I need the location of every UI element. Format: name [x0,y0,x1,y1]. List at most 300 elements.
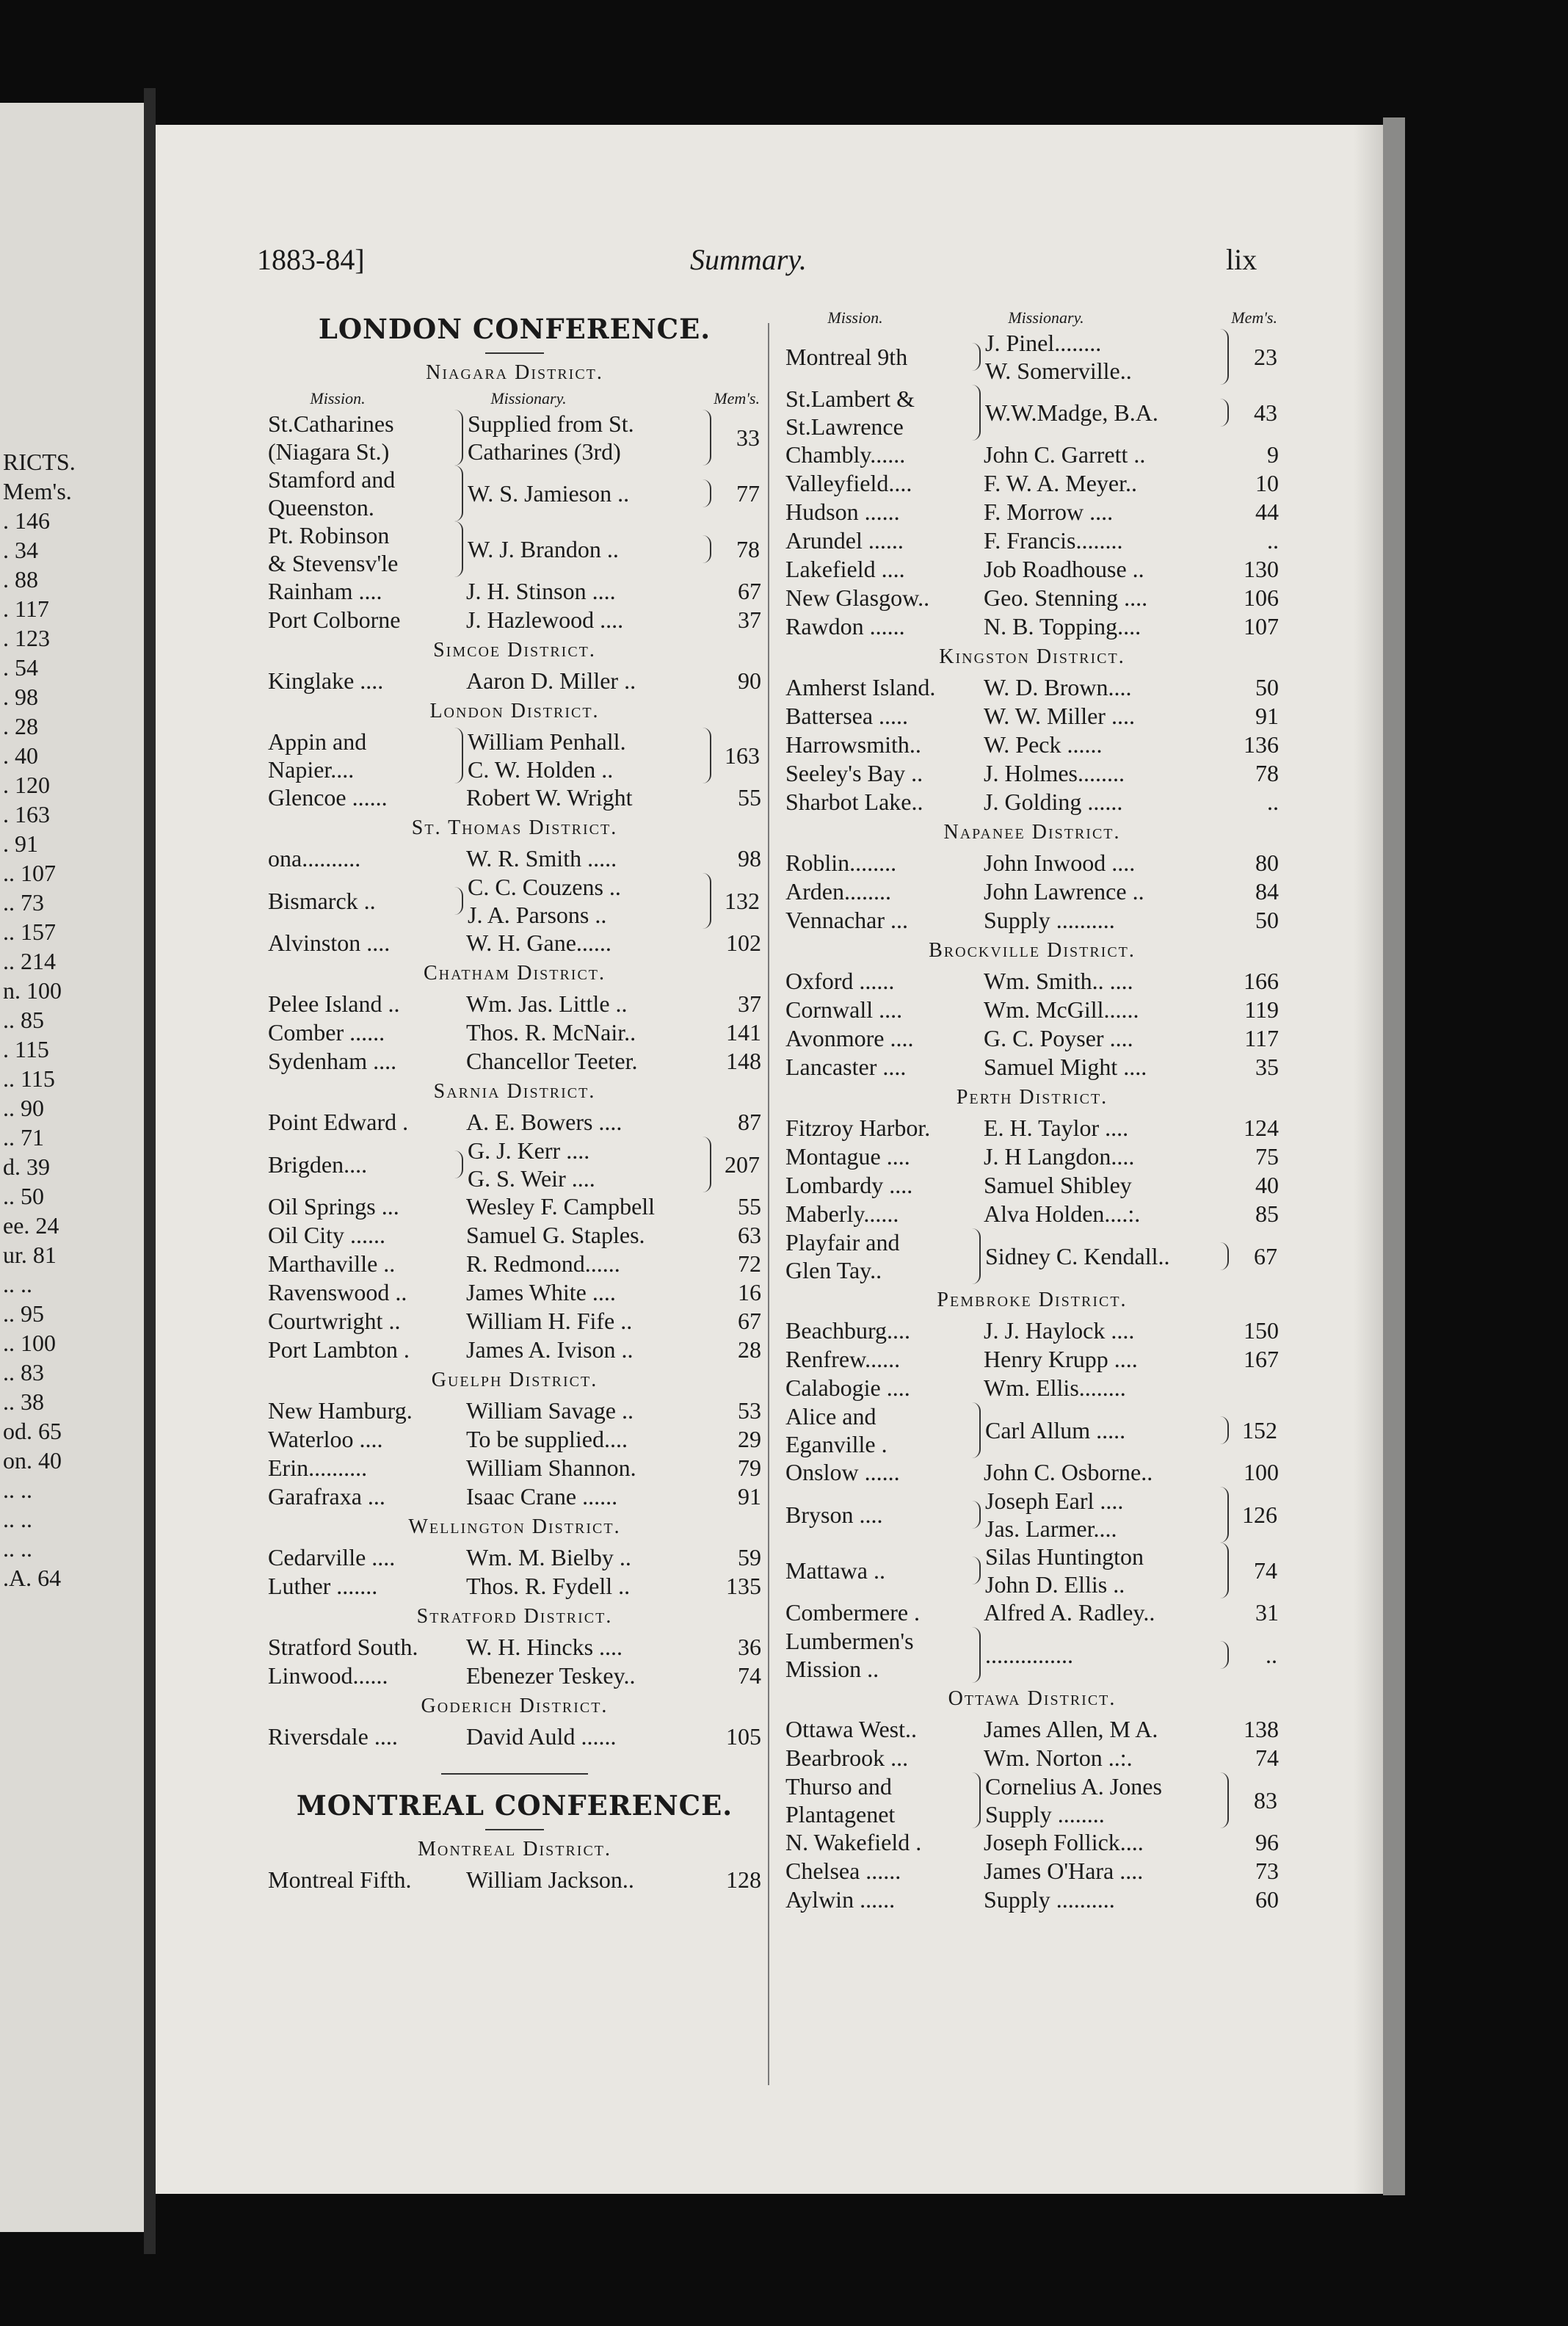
missionary-name [984,967,1235,996]
missionary-line: Thos. R. Fydell .. [466,1573,631,1599]
missionary-line: Catharines (3rd) [468,438,621,465]
members-count: 100 [1244,1459,1279,1485]
prev-page-fragment: . 146 [3,507,50,534]
prev-page-fragment: .. .. [3,1535,32,1562]
missionary-line: Supply .......... [984,1886,1115,1913]
members-count: 138 [1244,1716,1279,1742]
table-row [785,526,1279,555]
conference-title-london: LONDON CONFERENCE. [318,313,711,345]
missionary-name [466,667,717,695]
missionary-line: Isaac Crane ...... [466,1483,618,1510]
table-row [785,996,1279,1024]
prev-page-fragment: .. 90 [3,1095,44,1121]
members-count: 36 [738,1634,761,1660]
members-count: .. [1266,1641,1277,1668]
missionary-name [466,1482,717,1511]
table-row [268,1866,761,1894]
members-count: 79 [738,1454,761,1481]
missionary-name [984,498,1235,526]
table-row [268,873,761,929]
prev-page-fragment: .A. 64 [3,1565,62,1591]
table-row [268,1722,761,1751]
missionary-name [984,469,1235,498]
missionary-line: J. Holmes........ [984,760,1125,786]
members-count: .. [1267,527,1279,554]
missionary-name [984,702,1235,731]
mission-line: Avonmore .... [785,1025,914,1051]
missionary-line: William Savage .. [466,1397,634,1424]
header-mems: Mem's. [714,389,760,407]
prev-page-fragment: od. 65 [3,1418,62,1444]
district-name: Goderich District. [421,1695,609,1717]
mission-name [785,1715,984,1744]
table-row [268,1278,761,1307]
table-row [268,1572,761,1601]
missionary-name [984,1171,1235,1200]
mission-name [785,1458,984,1487]
missionary-name [984,1744,1235,1772]
members-count: 67 [1254,1242,1277,1269]
missionary-line: J. Golding ...... [984,789,1123,815]
missionary-name [468,1137,711,1192]
missionary-name [466,606,717,634]
prev-page-fragment: .. 214 [3,948,56,974]
members-count: 85 [1255,1200,1279,1227]
mission-name [268,465,463,521]
missionary-name [984,1715,1235,1744]
district-name: Guelph District. [431,1369,598,1391]
mission-name [268,577,466,606]
mission-line: Courtwright .. [268,1308,401,1334]
members-count: 50 [1255,674,1279,700]
missionary-line: Wm. McGill...... [984,996,1139,1023]
prev-page-fragment: Mem's. [3,478,72,504]
prev-page-fragment: RICTS. [3,449,76,475]
missionary-name [466,577,717,606]
missionary-line: William Shannon. [466,1454,636,1481]
mission-line: Amherst Island. [785,674,936,700]
missionary-line: Carl Allum ..... [985,1417,1126,1443]
table-row [268,1454,761,1482]
members-count: 91 [1255,703,1279,729]
mission-line: Onslow ...... [785,1459,900,1485]
prev-page-fragment: . 115 [3,1036,49,1062]
mission-name [785,1024,984,1053]
table-row [785,1715,1279,1744]
missionary-line: Henry Krupp .... [984,1346,1138,1372]
members-count: .. [1267,789,1279,815]
missionary-name [466,1662,717,1690]
mission-line: (Niagara St.) [268,438,390,465]
missionary-name [468,873,711,929]
missionary-name [984,584,1235,612]
missionary-name [984,612,1235,641]
members-count: 166 [1244,968,1279,994]
members-count: 37 [738,990,761,1017]
missionary-line: John Lawrence .. [984,878,1144,905]
mission-line: Vennachar ... [785,907,909,933]
members-count: 128 [726,1866,761,1893]
members-count: 106 [1244,584,1279,611]
missionary-line: John C. Osborne.. [984,1459,1153,1485]
table-row [785,1828,1279,1857]
mission-line: Erin.......... [268,1454,368,1481]
prev-page-fragment: . 28 [3,713,38,739]
missionary-name [468,410,711,465]
mission-name [268,1108,466,1137]
members-count: 107 [1244,613,1279,640]
mission-line: Arundel ...... [785,527,904,554]
missionary-line: Ebenezer Teskey.. [466,1662,636,1689]
missionary-name [466,1108,717,1137]
mission-line: Bismarck .. [268,888,376,914]
members-count: 80 [1255,849,1279,876]
missionary-line: David Auld ...... [466,1723,617,1750]
missionary-name [984,555,1235,584]
missionary-line: W. Peck ...... [984,731,1103,758]
mission-line: Playfair and [785,1229,900,1256]
missionary-line: Silas Huntington [985,1543,1144,1570]
missionary-name [984,759,1235,788]
missionary-name [466,1425,717,1454]
mission-name [785,584,984,612]
district-name: Simcoe District. [433,639,596,662]
missionary-name [468,479,711,507]
table-row [785,1543,1279,1598]
conference-title-montreal: MONTREAL CONFERENCE. [296,1789,733,1822]
members-count: 74 [1254,1557,1277,1584]
mission-line: Maberly...... [785,1200,899,1227]
mission-name [785,1501,981,1529]
table-row [268,1221,761,1250]
members-count: 124 [1244,1115,1279,1141]
missionary-line: J. H Langdon.... [984,1143,1135,1170]
mission-line: Glencoe ...... [268,784,388,811]
table-row [785,329,1279,385]
missionary-line: R. Redmond...... [466,1250,620,1277]
table-row [268,1662,761,1690]
mission-name [785,1200,984,1228]
mission-name [785,996,984,1024]
mission-line: Pt. Robinson [268,522,390,548]
missionary-line: E. H. Taylor .... [984,1115,1129,1141]
missionary-name [984,1598,1235,1627]
prev-page-fragment: n. 100 [3,977,62,1004]
mission-name [268,1018,466,1047]
members-count: 132 [725,887,760,914]
missionary-name [985,1641,1229,1669]
table-row [785,1053,1279,1082]
header-mission: Mission. [827,308,883,327]
header-missionary: Missionary. [490,389,567,407]
missionary-line: W. H. Hincks .... [466,1634,623,1660]
table-row [268,728,761,783]
mission-name [268,887,463,915]
table-row [268,1396,761,1425]
members-count: 126 [1242,1501,1277,1528]
missionary-name [466,1336,717,1364]
missionary-line: Supply .......... [984,907,1115,933]
table-row [785,1228,1279,1284]
mission-line: Brigden.... [268,1151,368,1178]
mission-name [268,1047,466,1076]
table-row [785,385,1279,441]
missionary-line: J. H. Stinson .... [466,578,616,604]
prev-page-fragment: .. .. [3,1477,32,1503]
missionary-line: N. B. Topping.... [984,613,1141,640]
missionary-name [466,844,717,873]
mission-name [785,498,984,526]
missionary-name [984,673,1235,702]
table-row [268,577,761,606]
district-name: Sarnia District. [433,1080,596,1103]
prev-page-fragment: .. 71 [3,1124,44,1151]
prev-page-fragment: . 54 [3,654,38,681]
mission-line: Lakefield .... [785,556,905,582]
table-row [268,1482,761,1511]
mission-name [785,1114,984,1142]
members-count: 23 [1254,343,1277,370]
members-count: 119 [1244,996,1279,1023]
missionary-line: W. D. Brown.... [984,674,1132,700]
district-name: Chatham District. [423,962,606,985]
table-row [268,1250,761,1278]
missionary-name [466,1192,717,1221]
mission-line: Queenston. [268,494,374,521]
mission-name [268,1307,466,1336]
mission-name [785,469,984,498]
district-name: Niagara District. [426,361,603,384]
missionary-line: W. S. Jamieson .. [468,480,630,507]
mission-line: Port Colborne [268,606,401,633]
missionary-line: G. C. Poyser .... [984,1025,1133,1051]
members-count: 72 [738,1250,761,1277]
table-row [785,788,1279,816]
missionary-line: To be supplied.... [466,1426,628,1452]
mission-name [268,1543,466,1572]
missionary-name [984,788,1235,816]
mission-line: Cornwall .... [785,996,903,1023]
missionary-name [985,1487,1229,1543]
mission-line: St.Lambert & [785,385,915,412]
mission-name [268,1722,466,1751]
mission-name [268,1454,466,1482]
missionary-line: W. H. Gane...... [466,930,611,956]
missionary-name [985,1543,1229,1598]
missionary-name [984,441,1235,469]
missionary-line: Wm. Smith.. .... [984,968,1133,994]
mission-line: Ravenswood .. [268,1279,407,1305]
right-column [785,308,1279,1914]
table-row [268,1018,761,1047]
mission-line: Montreal 9th [785,344,908,370]
mission-name [785,673,984,702]
table-row [268,667,761,695]
prev-page-fragment: .. 95 [3,1300,44,1327]
members-count: 37 [738,606,761,633]
missionary-line: James Allen, M A. [984,1716,1158,1742]
mission-name [268,929,466,957]
missionary-name [466,1307,717,1336]
missionary-name [984,1142,1235,1171]
missionary-line: William Penhall. [468,728,626,755]
members-count: 105 [726,1723,761,1750]
mission-line: Montague .... [785,1143,910,1170]
mission-line: Harrowsmith.. [785,731,921,758]
members-count: 78 [1255,760,1279,786]
district-name: London District. [429,700,600,722]
missionary-line: John C. Garrett .. [984,441,1146,468]
mission-line: Arden........ [785,878,891,905]
prev-page-fragment: . 88 [3,566,38,593]
table-row [268,1192,761,1221]
table-row [785,555,1279,584]
members-count: 87 [738,1109,761,1135]
members-count: 31 [1255,1599,1279,1626]
missionary-name [466,1572,717,1601]
mission-name [268,1482,466,1511]
mission-line: Appin and [268,728,367,755]
members-count: 96 [1255,1829,1279,1855]
members-count: 90 [738,667,761,694]
mission-line: Plantagenet [785,1801,896,1827]
missionary-name [985,329,1229,385]
missionary-line: James O'Hara .... [984,1858,1144,1884]
missionary-name [984,1458,1235,1487]
members-count: 44 [1255,499,1279,525]
mission-line: Hudson ...... [785,499,900,525]
members-count: 10 [1255,470,1279,496]
missionary-line: C. W. Holden .. [468,756,614,783]
members-count: 163 [725,742,760,769]
page-edge-shade [1354,125,1383,2194]
members-count: 136 [1244,731,1279,758]
table-row [785,877,1279,906]
mission-name [268,728,463,783]
table-row [268,1047,761,1076]
mission-name [785,1142,984,1171]
prev-page-fragment: ee. 24 [3,1212,59,1239]
table-row [785,1772,1279,1828]
missionary-line: W.W.Madge, B.A. [985,399,1158,426]
mission-line: Rawdon ...... [785,613,905,640]
page-year-range: 1883-84] [257,243,365,276]
mission-name [785,555,984,584]
members-count: 35 [1255,1054,1279,1080]
mission-line: Glen Tay.. [785,1257,882,1283]
mission-line: Mattawa .. [785,1557,885,1584]
prev-page-fragment: .. 100 [3,1330,56,1356]
mission-name [268,1192,466,1221]
members-count: 83 [1254,1786,1277,1814]
table-row [268,1108,761,1137]
prev-page-fragment: . 117 [3,595,49,622]
missionary-line: Samuel G. Staples. [466,1222,645,1248]
members-count: 60 [1255,1886,1279,1913]
missionary-line: Cornelius A. Jones [985,1773,1162,1800]
missionary-name [984,1857,1235,1885]
mission-name [785,612,984,641]
table-row [785,1627,1279,1683]
mission-line: Riversdale .... [268,1723,398,1750]
table-row [785,1142,1279,1171]
district-name: Wellington District. [408,1515,621,1538]
mission-line: Lancaster .... [785,1054,907,1080]
missionary-name [466,1018,717,1047]
missionary-line: Samuel Shibley [984,1172,1132,1198]
left-districts [268,361,761,1751]
mission-line: Garafraxa ... [268,1483,385,1510]
missionary-name [466,1543,717,1572]
book-spine [144,88,156,2254]
members-count: 9 [1267,441,1279,468]
missionary-line: Supply ........ [985,1801,1105,1827]
members-count: 167 [1244,1346,1279,1372]
header-mission: Mission. [310,389,366,407]
members-count: 55 [738,1193,761,1220]
mission-name [268,844,466,873]
prev-page-fragment: d. 39 [3,1153,50,1180]
missionary-name [984,1053,1235,1082]
members-count: 28 [738,1336,761,1363]
members-count: 40 [1255,1172,1279,1198]
mission-name [785,1316,984,1345]
table-row [268,606,761,634]
table-row [785,1024,1279,1053]
table-row [268,1307,761,1336]
missionary-name [984,1828,1235,1857]
prev-page-fragment: .. 107 [3,860,56,886]
missionary-line: F. Morrow .... [984,499,1114,525]
members-count: 29 [738,1426,761,1452]
missionary-line: Geo. Stenning .... [984,584,1148,611]
mission-line: Ottawa West.. [785,1716,918,1742]
table-row [785,441,1279,469]
mission-name [785,1885,984,1914]
table-row [785,1171,1279,1200]
missionary-name [466,1396,717,1425]
table-row [785,1744,1279,1772]
members-count: 63 [738,1222,761,1248]
missionary-line: W. R. Smith ..... [466,845,617,872]
missionary-name [985,1416,1229,1444]
missionary-line: Sidney C. Kendall.. [985,1243,1170,1269]
missionary-line: J. Hazlewood .... [466,606,624,633]
mission-name [785,1557,981,1584]
title-rule [485,352,544,354]
mission-line: Montreal Fifth. [268,1866,412,1893]
mission-line: Luther ....... [268,1573,378,1599]
missionary-name [984,1024,1235,1053]
district-name: Brockville District. [929,939,1136,962]
table-row [785,1402,1279,1458]
missionary-line: Wm. M. Bielby .. [466,1544,631,1570]
mission-name [785,1345,984,1374]
table-row [785,1374,1279,1402]
table-row [785,731,1279,759]
mission-name [268,1633,466,1662]
section-rule [441,1773,588,1775]
table-row [785,967,1279,996]
left-column [268,308,761,1894]
missionary-line: John Inwood .... [984,849,1136,876]
table-row [785,1114,1279,1142]
mission-line: Eganville . [785,1431,888,1457]
missionary-line: W. Somerville.. [985,358,1132,384]
missionary-name [984,1345,1235,1374]
prev-page-fragment: . 120 [3,772,50,798]
mission-name [268,1572,466,1601]
